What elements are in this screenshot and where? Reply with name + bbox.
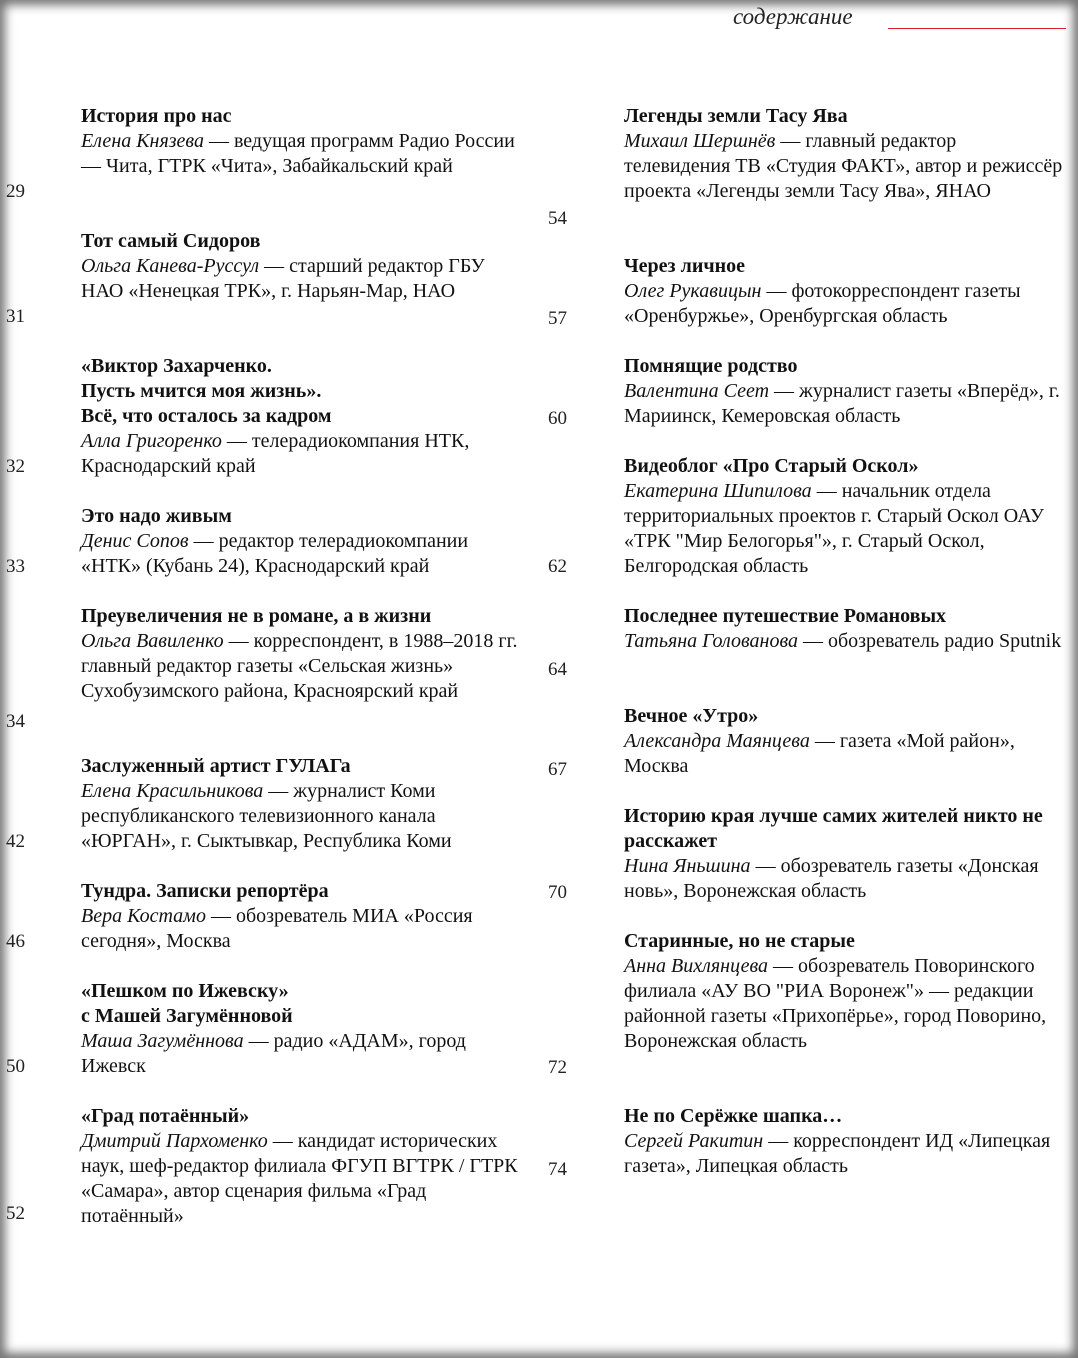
toc-entry (81, 229, 521, 304)
entry-description (81, 1029, 521, 1079)
page-number: 72 (548, 1057, 567, 1078)
entry-author: Татьяна Голованова (624, 630, 798, 652)
entry-affiliation: — обозреватель радио Sputnik (797, 630, 1062, 652)
page-number: 32 (6, 456, 25, 477)
page-number: 42 (6, 831, 25, 852)
toc-entry (624, 929, 1064, 1054)
page-number: 70 (548, 882, 567, 903)
entry-author: Алла Григоренко (81, 430, 222, 452)
entry-description (81, 429, 521, 479)
entry-affiliation: — обозреватель газеты «Донская новь», Воронежская область (624, 855, 1039, 902)
page-number: 52 (6, 1203, 25, 1224)
entry-affiliation: — кандидат исторических наук, шеф-редактор филиала ФГУП ВГТРК / ГТРК «Самара», автор сценария фильма «Град потаённый» (81, 1130, 518, 1227)
page-number: 50 (6, 1056, 25, 1077)
toc-entry (624, 804, 1064, 904)
entry-title: Последнее путешествие Романовых (624, 605, 947, 627)
page-number: 46 (6, 931, 25, 952)
entry-title: «Виктор Захарченко. Пусть мчится моя жизнь». Всё, что осталось за кадром (81, 355, 332, 427)
toc-entry (81, 754, 521, 854)
entry-description (81, 629, 521, 704)
entry-affiliation: — радио «АДАМ», город Ижевск (81, 1030, 466, 1077)
entry-affiliation: — обозреватель МИА «Россия сегодня», Москва (81, 905, 473, 952)
toc-entry (624, 254, 1064, 329)
entry-author: Сергей Ракитин (624, 1130, 764, 1152)
entry-affiliation: — главный редактор телевидения ТВ «Студия ФАКТ», автор и режиссёр проекта «Легенды земли Тасу Ява», ЯНАО (624, 130, 1063, 202)
entry-title: Тундра. Записки репортёра (81, 880, 329, 902)
toc-entry (624, 604, 1064, 654)
page-number: 29 (6, 181, 25, 202)
entry-title: Через личное (624, 255, 746, 277)
entry-title: Тот самый Сидоров (81, 230, 261, 252)
entry-description (624, 854, 1064, 904)
entry-author: Олег Рукавицын (624, 280, 762, 302)
entry-title: Легенды земли Тасу Ява (624, 105, 848, 127)
entry-author: Ольга Вавиленко (81, 630, 224, 652)
page-number: 60 (548, 408, 567, 429)
entry-author: Маша Загумённова (81, 1030, 244, 1052)
entry-description (81, 904, 521, 954)
entry-author: Ольга Канева-Руссул (81, 255, 260, 277)
entry-author: Дмитрий Пархоменко (81, 1130, 268, 1152)
entry-title: Помнящие родство (624, 355, 798, 377)
entry-description (81, 779, 521, 854)
page-number: 57 (548, 308, 567, 329)
page-number: 67 (548, 759, 567, 780)
entry-affiliation: — журналист газеты «Вперёд», г. Мариинск, Кемеровская область (624, 380, 1060, 427)
entry-title: Не по Серёжке шапка… (624, 1105, 843, 1127)
toc-entry (81, 879, 521, 954)
entry-author: Александра Маянцева (624, 730, 810, 752)
entry-title: Преувеличения не в романе, а в жизни (81, 605, 432, 627)
entry-description (624, 729, 1064, 779)
entry-description (81, 254, 521, 304)
entry-author: Нина Яньшина (624, 855, 751, 877)
entry-title: Старинные, но не старые (624, 930, 855, 952)
entry-author: Елена Князева (81, 130, 204, 152)
entry-affiliation: — ведущая программ Радио России — Чита, ГТРК «Чита», Забайкальский край (81, 130, 515, 177)
entry-title: Это надо живым (81, 505, 232, 527)
entry-affiliation: — обозреватель Поворинского филиала «АУ ВО "РИА Воронеж"» — редакции районной газеты «Прихопёрье», город Поворино, Воронежская область (624, 955, 1047, 1052)
page-number: 33 (6, 556, 25, 577)
page-number: 34 (6, 711, 25, 732)
entry-author: Валентина Сеет (624, 380, 770, 402)
entry-description (81, 1129, 521, 1229)
page-number: 62 (548, 556, 567, 577)
entry-title: «Град потаённый» (81, 1105, 250, 1127)
toc-entry (81, 104, 521, 179)
entry-author: Вера Костамо (81, 905, 206, 927)
page-number: 64 (548, 659, 567, 680)
entry-affiliation: — газета «Мой район», Москва (624, 730, 1015, 777)
header-accent-rule (888, 28, 1066, 29)
toc-entry (624, 1104, 1064, 1179)
entry-description (81, 529, 521, 579)
entry-affiliation: — начальник отдела территориальных проектов г. Старый Оскол ОАУ «ТРК "Мир Белогорья"», г. Старый Оскол, Белгородская область (624, 480, 1045, 577)
entry-title: Вечное «Утро» (624, 705, 759, 727)
toc-entry (81, 604, 521, 704)
toc-entry (81, 504, 521, 579)
toc-entry (624, 704, 1064, 779)
entry-title: История про нас (81, 105, 232, 127)
toc-entry (624, 454, 1064, 579)
entry-affiliation: — журналист Коми республиканского телевизионного канала «ЮРГАН», г. Сыктывкар, Республика Коми (81, 780, 452, 852)
entry-author: Денис Сопов (81, 530, 189, 552)
entry-affiliation: — редактор телерадиокомпании «НТК» (Кубань 24), Краснодарский край (81, 530, 469, 577)
entry-affiliation: — фотокорреспондент газеты «Оренбуржье», Оренбургская область (624, 280, 1021, 327)
entry-author: Елена Красильникова (81, 780, 264, 802)
entry-affiliation: — старший редактор ГБУ НАО «Ненецкая ТРК», г. Нарьян-Мар, НАО (81, 255, 485, 302)
toc-entry (81, 354, 521, 479)
toc-entry (624, 104, 1064, 204)
entry-title: Заслуженный артист ГУЛАГа (81, 755, 351, 777)
entry-author: Анна Вихлянцева (624, 955, 769, 977)
page-number: 74 (548, 1159, 567, 1180)
entry-affiliation: — телерадиокомпания НТК, Краснодарский край (81, 430, 470, 477)
entry-description (624, 279, 1064, 329)
toc-entry (81, 979, 521, 1079)
entry-author: Екатерина Шипилова (624, 480, 812, 502)
section-title: содержание (733, 4, 853, 29)
entry-description (624, 954, 1064, 1054)
entry-title: Историю края лучше самих жителей никто не расскажет (624, 805, 1043, 852)
entry-description (624, 479, 1064, 579)
entry-description (624, 379, 1064, 429)
entry-title: «Пешком по Ижевску» с Машей Загумённовой (81, 980, 293, 1027)
entry-description (81, 129, 521, 179)
entry-description (624, 1129, 1064, 1179)
toc-entry (81, 1104, 521, 1229)
entry-affiliation: — корреспондент ИД «Липецкая газета», Липецкая область (624, 1130, 1051, 1177)
entry-description (624, 129, 1064, 204)
entry-title: Видеоблог «Про Старый Оскол» (624, 455, 919, 477)
page-number: 31 (6, 306, 25, 327)
entry-affiliation: — корреспондент, в 1988–2018 гг. главный редактор газеты «Сельская жизнь» Сухобузимского района, Красноярский край (81, 630, 518, 702)
entry-description (624, 629, 1064, 654)
toc-entry (624, 354, 1064, 429)
entry-author: Михаил Шершнёв (624, 130, 776, 152)
page-number: 54 (548, 208, 567, 229)
